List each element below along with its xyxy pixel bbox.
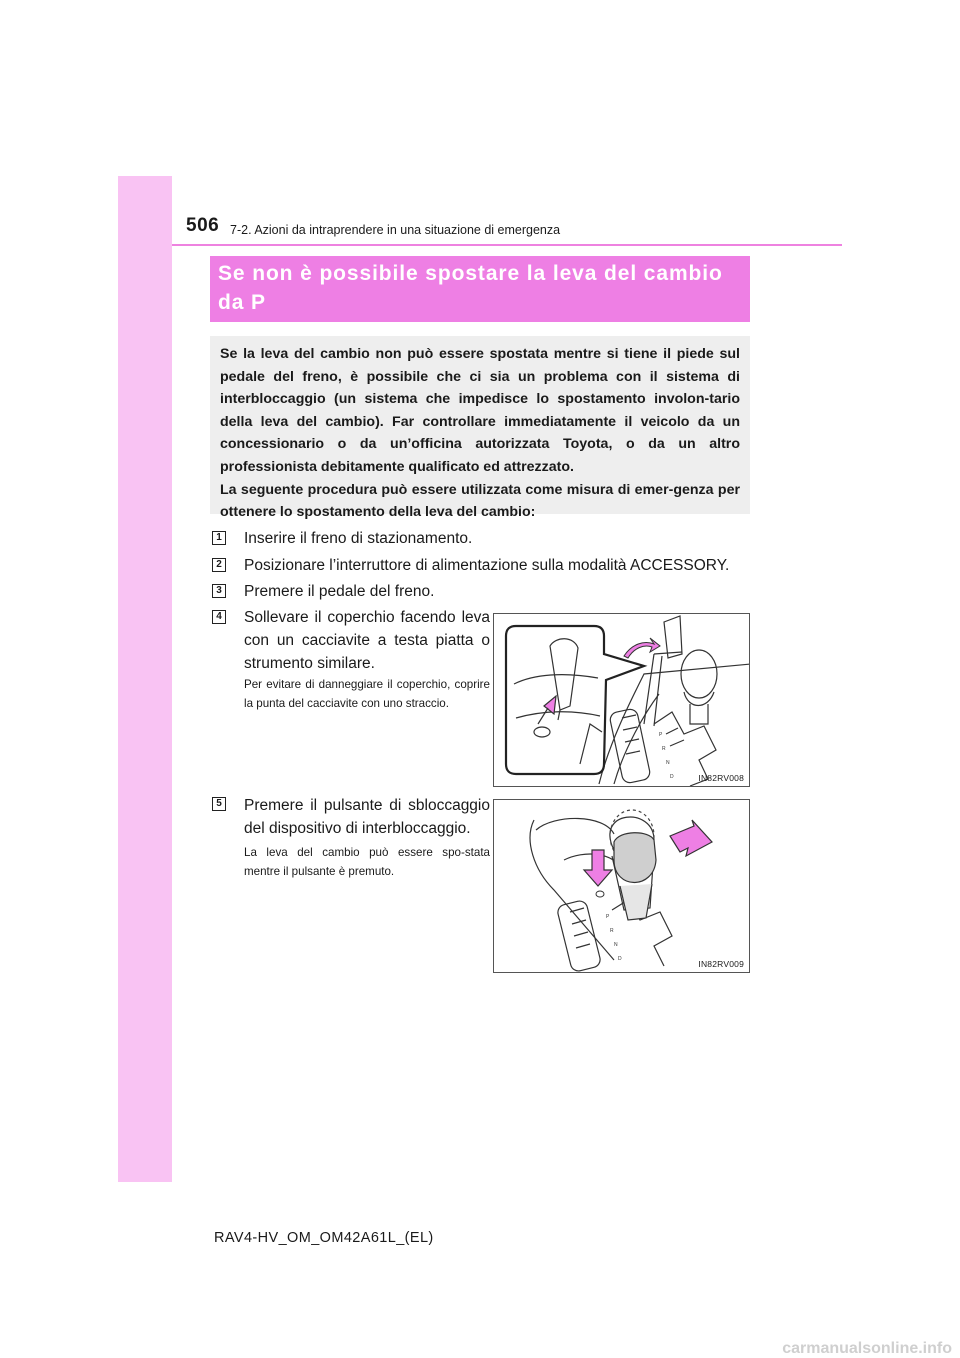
watermark: carmanualsonline.info <box>782 1340 952 1357</box>
intro-paragraph-2: La seguente procedura può essere utilizzata come misura di emer-genza per ottenere lo spostamento della leva del cambio: <box>220 481 740 521</box>
step-number-5: 5 <box>212 797 226 811</box>
figure-pry-cover <box>493 613 750 787</box>
step-text-4: Sollevare il coperchio facendo leva con un cacciavite a testa piatta o strumento similare. <box>244 609 490 672</box>
step-text-1: Inserire il freno di stazionamento. <box>244 530 473 547</box>
step-number-2: 2 <box>212 558 226 572</box>
svg-text:D: D <box>670 774 674 780</box>
svg-text:N: N <box>614 942 618 948</box>
page-number: 506 <box>186 215 220 236</box>
section-title-line-2: da P <box>218 291 266 314</box>
step-note-5: La leva del cambio può essere spo-stata mentre il pulsante è premuto. <box>244 846 490 878</box>
intro-paragraph-1: Se la leva del cambio non può essere spostata mentre si tiene il piede sul pedale del freno, è possibile che ci sia un problema con il sistema di interbloccaggio (un sistema che impedisce lo spostamento involon-tario della leva del cambio). Far controllare immediatamente il veicolo da un concessionario o da un’officina autorizzata Toyota, o da un altro professionista debitamente qualificato ed attrezzato. <box>220 346 740 475</box>
svg-text:P: P <box>606 914 610 920</box>
figure-release-button-drawing <box>494 800 750 973</box>
step-note-4: Per evitare di danneggiare il coperchio, coprire la punta del cacciavite con uno straccio. <box>244 678 490 710</box>
figure-code-2: IN82RV009 <box>698 959 744 969</box>
step-number-4: 4 <box>212 610 226 624</box>
svg-text:N: N <box>666 760 670 766</box>
svg-text:D: D <box>618 956 622 962</box>
side-tab-band <box>118 176 172 1182</box>
step-number-1: 1 <box>212 531 226 545</box>
figure-release-button <box>493 799 750 973</box>
section-title-line-1: Se non è possibile spostare la leva del cambio <box>218 262 723 285</box>
step-number-3: 3 <box>212 584 226 598</box>
figure-code-1: IN82RV008 <box>698 773 744 783</box>
step-text-5: Premere il pulsante di sbloccaggio del dispositivo di interbloccaggio. <box>244 797 490 837</box>
section-title-box <box>210 256 750 322</box>
footer-doc-code: RAV4-HV_OM_OM42A61L_(EL) <box>214 1230 434 1246</box>
svg-text:P: P <box>659 732 663 738</box>
figure-pry-cover-drawing <box>494 614 750 787</box>
svg-text:R: R <box>610 928 614 934</box>
step-text-3: Premere il pedale del freno. <box>244 583 435 600</box>
svg-text:R: R <box>662 746 666 752</box>
step-text-2: Posizionare l’interruttore di alimentazione sulla modalità ACCESSORY. <box>244 557 730 574</box>
running-header: 7-2. Azioni da intraprendere in una situazione di emergenza <box>230 223 561 237</box>
intro-box <box>210 336 750 521</box>
header-rule <box>172 244 842 246</box>
